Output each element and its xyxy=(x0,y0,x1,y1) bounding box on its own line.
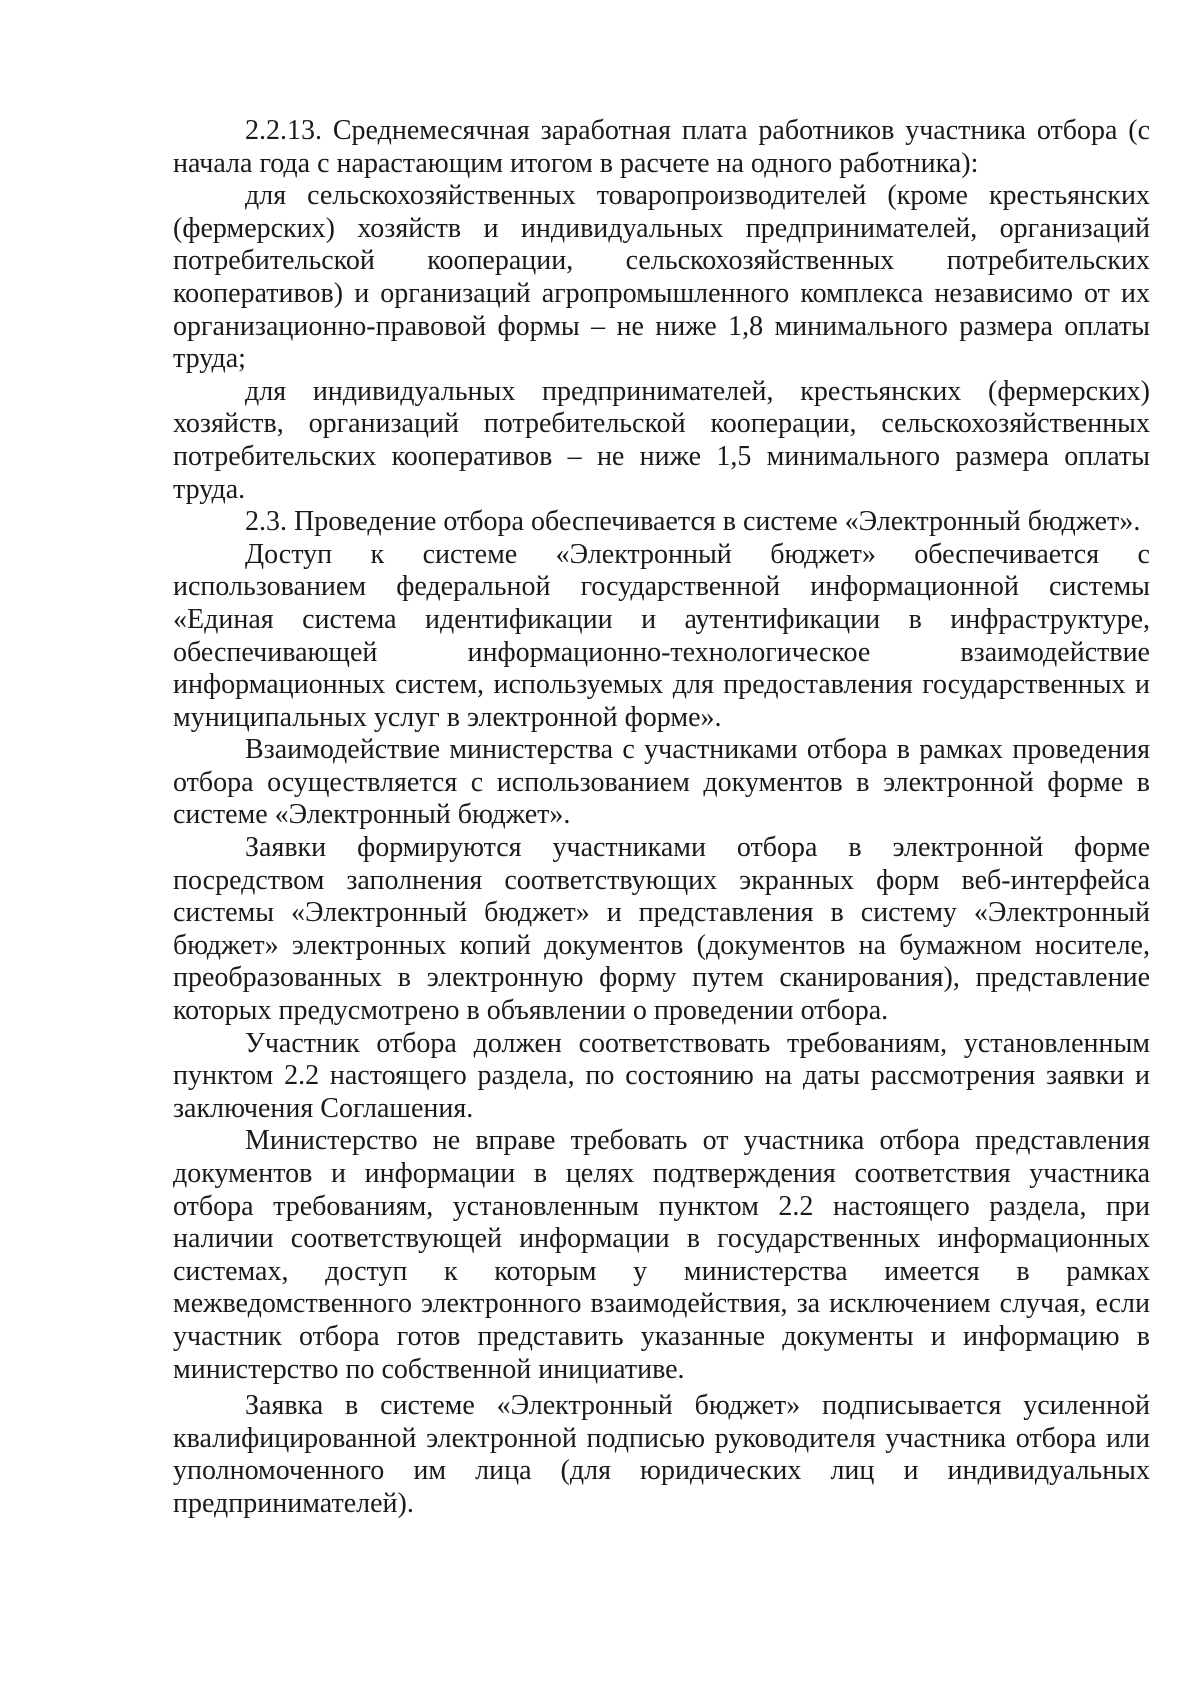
paragraph-system-access: Доступ к системе «Электронный бюджет» обеспечивается с использованием федеральной государственной информационной системы «Единая система идентификации и аутентификации в инфраструктуре, обеспечивающей информационно-технологическое взаимодействие информационных систем, используемых для предоставления государственных и муниципальных услуг в электронной форме». xyxy=(173,538,1150,733)
paragraph-signature: Заявка в системе «Электронный бюджет» подписывается усиленной квалифицированной электронной подписью руководителя участника отбора или уполномоченного им лица (для юридических лиц и индивидуальных предпринимателей). xyxy=(173,1390,1150,1519)
paragraph-applications: Заявки формируются участниками отбора в электронной форме посредством заполнения соответствующих экранных форм веб-интерфейса системы «Электронный бюджет» и представления в систему «Электронный бюджет» электронных копий документов (документов на бумажном носителе, преобразованных в электронную форму путем сканирования), представление которых предусмотрено в объявлении о проведении отбора. xyxy=(173,832,1150,1027)
paragraph-2-3: 2.3. Проведение отбора обеспечивается в системе «Электронный бюджет». xyxy=(245,506,1141,538)
paragraph-ministry-restrictions: Министерство не вправе требовать от участника отбора представления документов и информации в целях подтверждения соответствия участника отбора требованиям, установленным пунктом 2.2 настоящего раздела, при наличии соответствующей информации в государственных информационных системах, доступ к которым у министерства имеется в рамках межведомственного электронного взаимодействия, за исключением случая, если участник отбора готов представить указанные документы и информацию в министерство по собственной инициативе. xyxy=(173,1125,1150,1385)
paragraph-agricultural-producers: для сельскохозяйственных товаропроизводителей (кроме крестьянских (фермерских) хозяйств и индивидуальных предпринимателей, организаций потребительской кооперации, сельскохозяйственных потребительских кооперативов) и организаций агропромышленного комплекса независимо от их организационно-правовой формы – не ниже 1,8 минимального размера оплаты труда; xyxy=(173,180,1150,375)
document-body xyxy=(173,115,1150,1521)
paragraph-2-2-13: 2.2.13. Среднемесячная заработная плата работников участника отбора (с начала года с нарастающим итогом в расчете на одного работника): xyxy=(173,115,1150,179)
paragraph-individual-entrepreneurs: для индивидуальных предпринимателей, крестьянских (фермерских) хозяйств, организаций потребительской кооперации, сельскохозяйственных потребительских кооперативов – не ниже 1,5 минимального размера оплаты труда. xyxy=(173,375,1150,505)
paragraph-participant-requirements: Участник отбора должен соответствовать требованиям, установленным пунктом 2.2 настоящего раздела, по состоянию на даты рассмотрения заявки и заключения Соглашения. xyxy=(173,1027,1150,1124)
paragraph-ministry-interaction: Взаимодействие министерства с участниками отбора в рамках проведения отбора осуществляется с использованием документов в электронной форме в системе «Электронный бюджет». xyxy=(173,734,1150,831)
